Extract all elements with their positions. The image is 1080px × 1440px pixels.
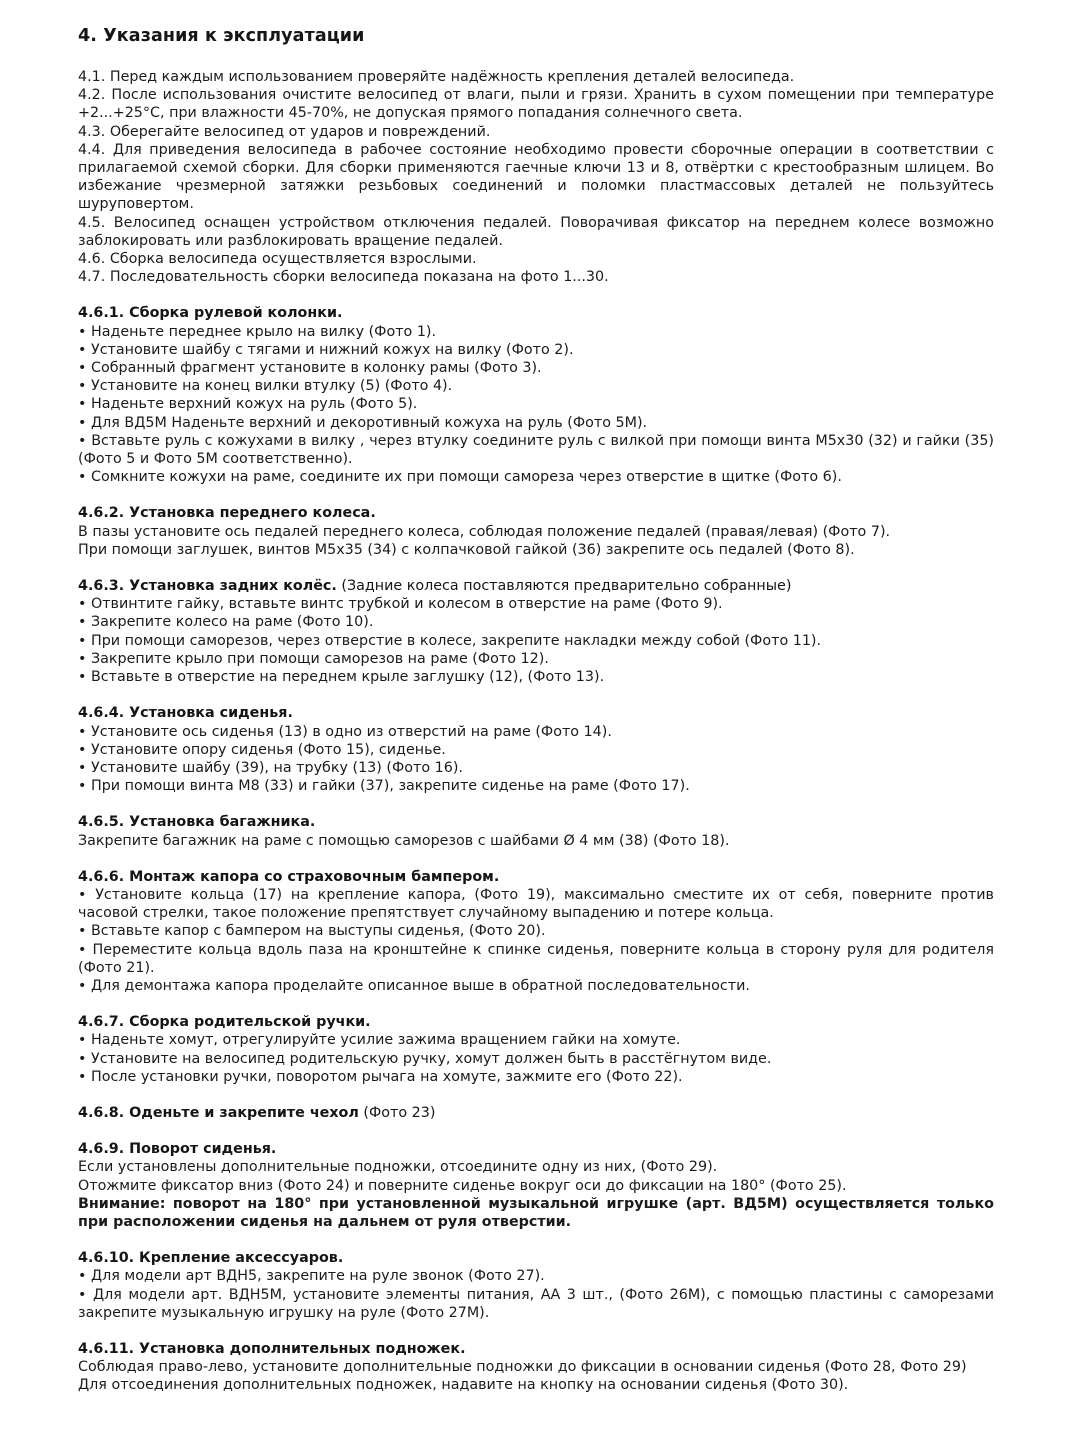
section-heading: 4.6.9. Поворот сиденья. [78,1141,277,1158]
section-4-6-10 [78,1249,994,1322]
section-heading: 4.6.11. Установка дополнительных подножек. [78,1340,466,1357]
section-4-6-2 [78,504,994,559]
list-item: • Установите ось сиденья (13) в одно из отверстий на раме (Фото 14). [78,723,612,740]
warning-text: Внимание: поворот на 180° при установленной музыкальной игрушке (арт. ВД5М) осуществляется только при расположении сиденья на дальнем от руля отверстии. [78,1195,994,1230]
section-heading: 4.6.2. Установка переднего колеса. [78,505,376,522]
heading-note: (Фото 23) [358,1104,436,1121]
list-item: • Наденьте верхний кожух на руль (Фото 5). [78,396,418,413]
section-4-6-4 [78,704,994,795]
section-4-6-3 [78,577,994,686]
list-item: • Для модели арт. ВДН5М, установите элементы питания, АА 3 шт., (Фото 26М), с помощью пластины с саморезами закрепите музыкальную игрушку на руле (Фото 27М). [78,1286,994,1321]
list-item: • Установите опору сиденья (Фото 15), сиденье. [78,741,446,758]
paragraph-4-1: 4.1. Перед каждым использованием проверяйте надёжность крепления деталей велосипеда. [78,69,795,85]
paragraph-4-6: 4.6. Сборка велосипеда осуществляется взрослыми. [78,251,477,268]
list-item: • Установите на конец вилки втулку (5) (Фото 4). [78,378,453,395]
list-item: • Для модели арт ВДН5, закрепите на руле звонок (Фото 27). [78,1268,545,1285]
text-line: Отожмите фиксатор вниз (Фото 24) и поверните сиденье вокруг оси до фиксации на 180° (Фото 25). [78,1177,847,1194]
paragraph-4-2: 4.2. После использования очистите велосипед от влаги, пыли и грязи. Хранить в сухом помещении при температуре +2...+25°С, при влажности 45-70%, не допуская прямого попадания солнечного света. [78,87,994,122]
section-4-6-7 [78,1013,994,1086]
section-heading: 4.6.6. Монтаж капора со страховочным бампером. [78,868,500,885]
list-item: • Установите шайбу с тягами и нижний кожух на вилку (Фото 2). [78,341,574,358]
list-item: • При помощи саморезов, через отверстие в колесе, закрепите накладки между собой (Фото 11). [78,632,822,649]
text-line: Если установлены дополнительные подножки, отсоедините одну из них, (Фото 29). [78,1159,718,1176]
text-line: При помощи заглушек, винтов М5х35 (34) с колпачковой гайкой (36) закрепите ось педалей (Фото 8). [78,541,855,558]
section-heading [78,1104,994,1122]
intro-section [78,68,994,286]
paragraph-4-3: 4.3. Оберегайте велосипед от ударов и повреждений. [78,123,491,140]
list-item: • Закрепите крыло при помощи саморезов на раме (Фото 12). [78,650,549,667]
list-item: • Закрепите колесо на раме (Фото 10). [78,614,374,631]
heading-text: 4.6.3. Установка задних колёс. [78,578,337,595]
list-item: • Собранный фрагмент установите в колонку рамы (Фото 3). [78,360,542,377]
section-heading [78,577,994,595]
list-item: • Наденьте переднее крыло на вилку (Фото 1). [78,323,437,340]
section-heading: 4.6.10. Крепление аксессуаров. [78,1250,344,1267]
text-line: Закрепите багажник на раме с помощью саморезов с шайбами Ø 4 мм (38) (Фото 18). [78,832,730,849]
list-item: • Установите кольца (17) на крепление капора, (Фото 19), максимально сместите их от себя, поверните против часовой стрелки, такое положение препятствует случайному выпадению и потере кольца. [78,886,994,922]
list-item: • Отвинтите гайку, вставьте винтс трубкой и колесом в отверстие на раме (Фото 9). [78,596,723,613]
list-item: • Установите шайбу (39), на трубку (13) (Фото 16). [78,759,463,776]
list-item: • Для ВД5М Наденьте верхний и декоротивный кожуха на руль (Фото 5М). [78,414,648,431]
list-item: • При помощи винта М8 (33) и гайки (37), закрепите сиденье на раме (Фото 17). [78,778,690,795]
list-item: • Вставьте руль с кожухами в вилку , через втулку соедините руль с вилкой при помощи винта М5х30 (32) и гайки (35) (Фото 5 и Фото 5М соответственно). [78,432,994,468]
list-item: • Установите на велосипед родительскую ручку, хомут должен быть в расстёгнутом виде. [78,1050,772,1067]
list-item: • После установки ручки, поворотом рычага на хомуте, зажмите его (Фото 22). [78,1068,683,1085]
page-title: 4. Указания к эксплуатации [78,26,365,46]
section-heading: 4.6.5. Установка багажника. [78,814,316,831]
heading-text: 4.6.8. Оденьте и закрепите чехол [78,1104,359,1121]
section-4-6-5 [78,813,994,849]
paragraph-4-4: 4.4. Для приведения велосипеда в рабочее состояние необходимо провести сборочные операции в соответствии с прилагаемой схемой сборки. Для сборки применяются гаечные ключи 13 и 8, отвёртки с крестообразным шлицем. Во избежание чрезмерной затяжки резьбовых соединений и поломки пластмассовых деталей не пользуйтесь шуруповертом. [78,141,994,213]
list-item: • Вставьте в отверстие на переднем крыле заглушку (12), (Фото 13). [78,669,605,686]
list-item: • Вставьте капор с бампером на выступы сиденья, (Фото 20). [78,923,546,940]
paragraph-4-5: 4.5. Велосипед оснащен устройством отключения педалей. Поворачивая фиксатор на переднем колесе возможно заблокировать или разблокировать вращение педалей. [78,214,994,249]
section-4-6-1 [78,304,994,486]
paragraph-4-7: 4.7. Последовательность сборки велосипеда показана на фото 1...30. [78,269,609,286]
section-4-6-11 [78,1340,994,1395]
list-item: • Сомкните кожухи на раме, соедините их при помощи самореза через отверстие в щитке (Фото 6). [78,469,842,486]
heading-note: (Задние колеса поставляются предварительно собранные) [336,578,792,595]
text-line: В пазы установите ось педалей переднего колеса, соблюдая положение педалей (правая/левая) (Фото 7). [78,523,891,540]
section-heading: 4.6.7. Сборка родительской ручки. [78,1014,371,1031]
list-item: • Наденьте хомут, отрегулируйте усилие зажима вращением гайки на хомуте. [78,1032,681,1049]
section-4-6-8 [78,1104,994,1122]
section-4-6-6 [78,868,994,995]
text-line: Соблюдая право-лево, установите дополнительные подножки до фиксации в основании сиденья (Фото 28, Фото 29) [78,1359,967,1376]
section-4-6-9 [78,1140,994,1231]
section-heading: 4.6.4. Установка сиденья. [78,705,293,722]
list-item: • Переместите кольца вдоль паза на кронштейне к спинке сиденья, поверните кольца в сторону руля для родителя (Фото 21). [78,941,994,976]
list-item: • Для демонтажа капора проделайте описанное выше в обратной последовательности. [78,977,750,994]
section-heading: 4.6.1. Сборка рулевой колонки. [78,305,343,322]
text-line: Для отсоединения дополнительных подножек, надавите на кнопку на основании сиденья (Фото 30). [78,1377,849,1394]
